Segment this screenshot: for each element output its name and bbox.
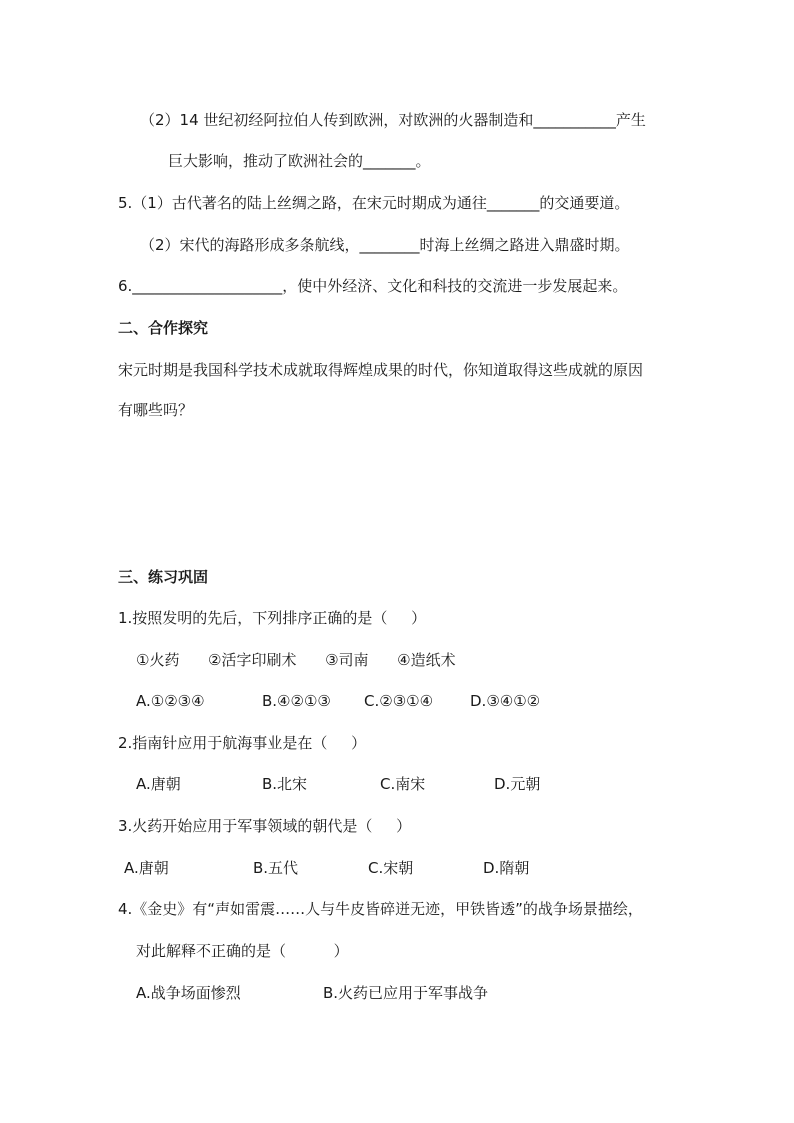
question-3-option-d: D.隋朝: [483, 859, 530, 877]
question-2-option-b: B.北宋: [262, 775, 308, 793]
question-2-option-a: A.唐朝: [136, 775, 181, 793]
question-4-option-a: A.战争场面惨烈: [136, 984, 241, 1002]
question-3-stem: 3.火药开始应用于军事领域的朝代是（ ）: [118, 817, 412, 835]
fill-in-item-5-2: （2）宋代的海路形成多条航线，________时海上丝绸之路进入鼎盛时期。: [140, 236, 630, 254]
question-1-option-c: C.②③①④: [364, 692, 434, 710]
inquiry-question-line1: 宋元时期是我国科学技术成就取得辉煌成果的时代，你知道取得这些成就的原因: [118, 361, 644, 379]
question-3-option-c: C.宋朝: [368, 859, 414, 877]
fill-in-item-5-1: 5.（1）古代著名的陆上丝绸之路，在宋元时期成为通往_______的交通要道。: [118, 194, 630, 212]
section-heading-cooperative-inquiry: 二、合作探究: [118, 319, 209, 337]
inquiry-question-line2: 有哪些吗？: [118, 401, 194, 419]
question-4-option-b: B.火药已应用于军事战争: [323, 984, 489, 1002]
section-heading-practice: 三、练习巩固: [118, 568, 209, 586]
fill-in-item-4-2-line2: 巨大影响，推动了欧洲社会的_______。: [168, 152, 431, 170]
question-1-stem: 1.按照发明的先后，下列排序正确的是（ ）: [118, 609, 427, 627]
question-1-option-a: A.①②③④: [136, 692, 205, 710]
question-4-stem-line2: 对此解释不正确的是（ ）: [136, 942, 349, 960]
question-1-option-d: D.③④①②: [470, 692, 541, 710]
question-1-items: ①火药 ②活字印刷术 ③司南 ④造纸术: [136, 651, 456, 669]
question-2-option-c: C.南宋: [380, 775, 426, 793]
question-1-option-b: B.④②①③: [262, 692, 331, 710]
question-3-option-b: B.五代: [253, 859, 299, 877]
question-2-stem: 2.指南针应用于航海事业是在（ ）: [118, 734, 367, 752]
question-2-option-d: D.元朝: [494, 775, 541, 793]
fill-in-item-6: 6.____________________，使中外经济、文化和科技的交流进一步发展起来。: [118, 277, 628, 295]
question-3-option-a: A.唐朝: [124, 859, 169, 877]
fill-in-item-4-2-line1: （2）14 世纪初经阿拉伯人传到欧洲，对欧洲的火器制造和___________产生: [140, 111, 646, 129]
question-4-stem-line1: 4.《金史》有“声如雷震……人与牛皮皆碎迸无迹，甲铁皆透”的战争场景描绘，: [118, 900, 643, 918]
